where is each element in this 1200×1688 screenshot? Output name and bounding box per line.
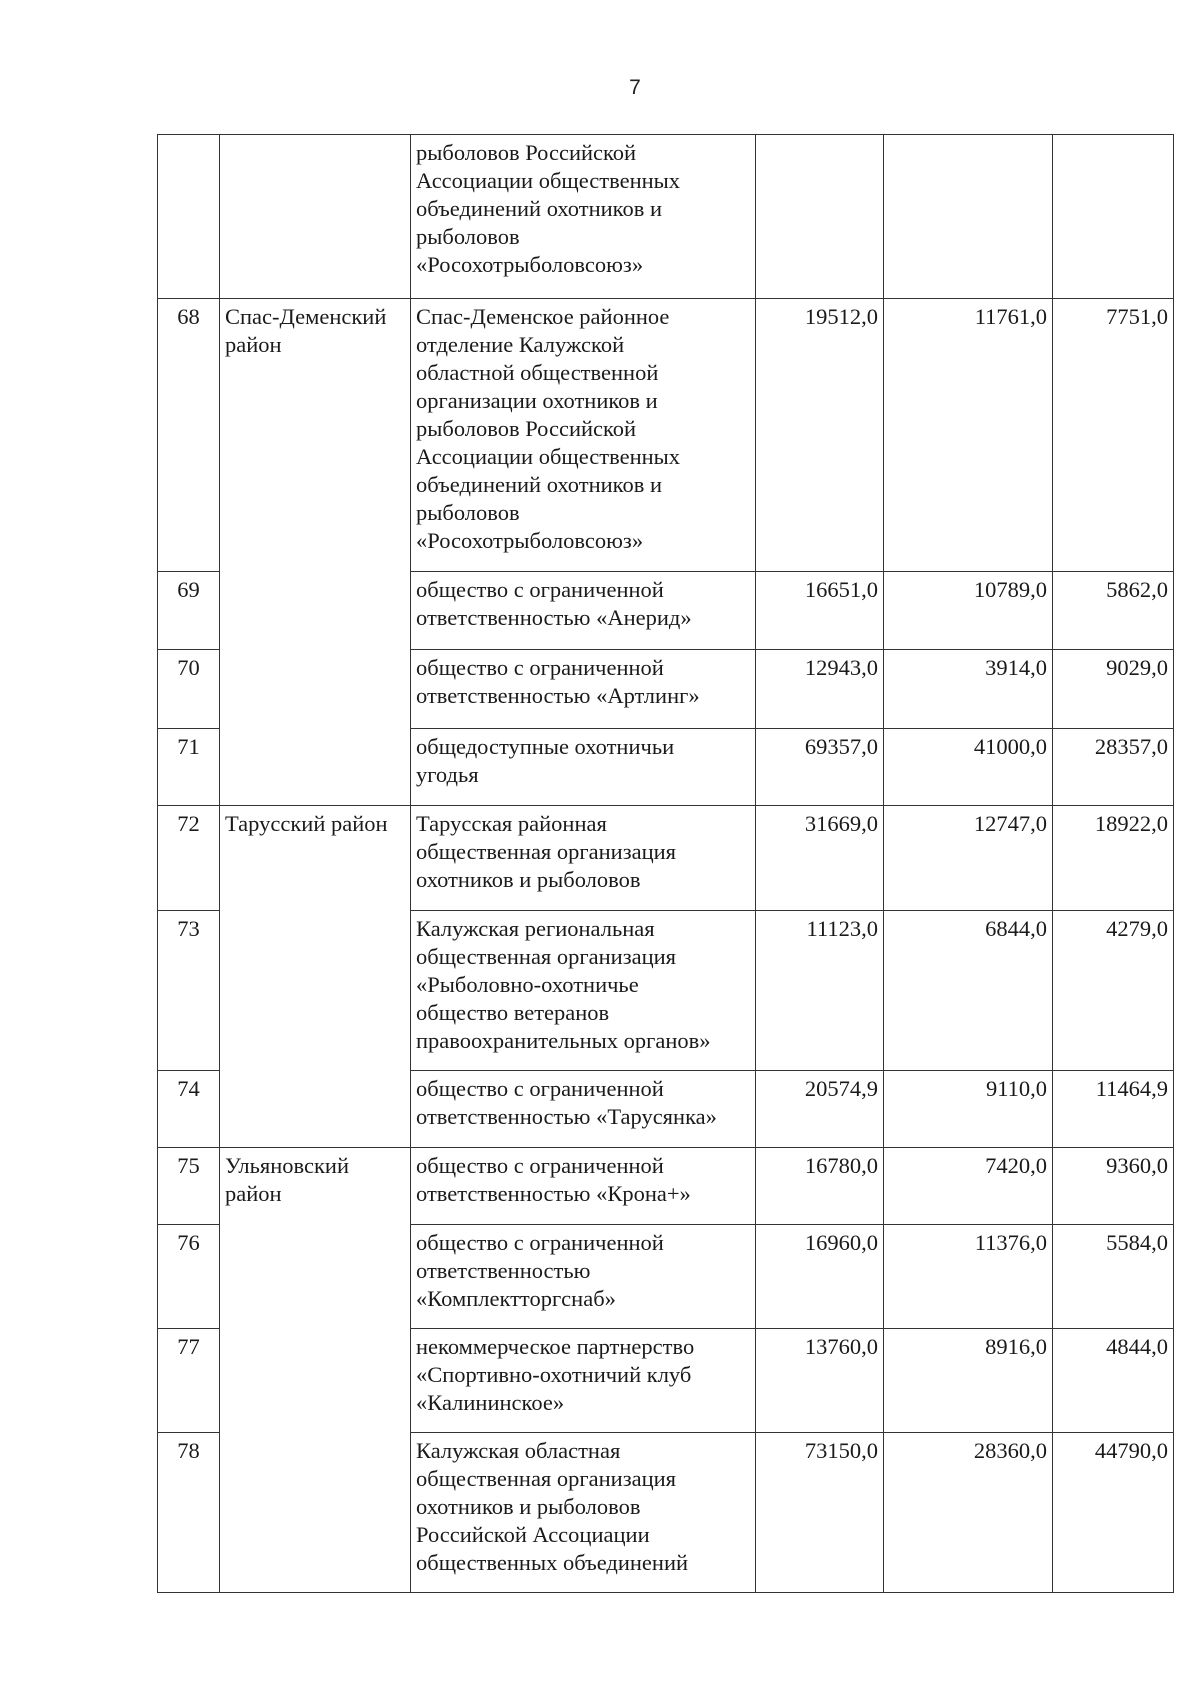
row-number-cell: 73 [158, 911, 220, 1071]
area-value-cell: 7751,0 [1053, 299, 1174, 572]
organization-line: угодья [416, 762, 479, 787]
organization-line: «Калининское» [416, 1390, 565, 1415]
organization-cell [411, 1433, 756, 1593]
total-area-cell: 73150,0 [756, 1433, 884, 1593]
area-value-cell: 8916,0 [884, 1329, 1053, 1433]
organization-cell [411, 572, 756, 650]
district-cell: Тарусский район [220, 806, 411, 1148]
table-row [158, 135, 1174, 299]
organization-line: общественная организация [416, 1466, 677, 1491]
organization-line: общественных объединений [416, 1550, 689, 1575]
organization-line: общедоступные охотничьи [416, 734, 675, 759]
organization-line: ответственностью «Крона+» [416, 1181, 691, 1206]
organization-line: общественная организация [416, 944, 677, 969]
total-area-cell: 20574,9 [756, 1071, 884, 1148]
area-value-cell: 28360,0 [884, 1433, 1053, 1593]
page-number: 7 [629, 76, 641, 99]
organization-cell [411, 911, 756, 1071]
total-area-cell: 11123,0 [756, 911, 884, 1071]
organization-cell [411, 1071, 756, 1148]
area-value-cell: 11761,0 [884, 299, 1053, 572]
organization-cell [411, 1148, 756, 1225]
total-area-cell: 16651,0 [756, 572, 884, 650]
row-number-cell: 76 [158, 1225, 220, 1329]
organization-cell [411, 729, 756, 806]
organization-line: Ассоциации общественных [416, 168, 681, 193]
organization-line: рыболовов Российской [416, 416, 637, 441]
row-number-cell: 75 [158, 1148, 220, 1225]
organization-line: областной общественной [416, 360, 659, 385]
total-area-cell: 19512,0 [756, 299, 884, 572]
row-number-cell: 70 [158, 650, 220, 729]
organization-line: ответственностью «Анерид» [416, 605, 692, 630]
organization-line: общество с ограниченной [416, 1230, 664, 1255]
organization-line: Калужская областная [416, 1438, 621, 1463]
organization-line: Спас-Деменское районное [416, 304, 670, 329]
area-value-cell: 5584,0 [1053, 1225, 1174, 1329]
organization-line: общество с ограниченной [416, 1153, 664, 1178]
area-value-cell [1053, 135, 1174, 299]
row-number-cell: 72 [158, 806, 220, 911]
area-value-cell: 11376,0 [884, 1225, 1053, 1329]
area-value-cell: 3914,0 [884, 650, 1053, 729]
organization-line: общество с ограниченной [416, 577, 664, 602]
organization-line: «Росохотрыболовсоюз» [416, 528, 644, 553]
table-row [158, 299, 1174, 572]
organization-line: общественная организация [416, 839, 677, 864]
area-value-cell: 12747,0 [884, 806, 1053, 911]
total-area-cell: 31669,0 [756, 806, 884, 911]
row-number-cell: 77 [158, 1329, 220, 1433]
table-row [158, 1148, 1174, 1225]
organization-line: отделение Калужской [416, 332, 625, 357]
organization-line: охотников и рыболовов [416, 1494, 641, 1519]
organization-cell [411, 1329, 756, 1433]
organization-line: рыболовов [416, 224, 520, 249]
district-cell [220, 135, 411, 299]
organization-line: ответственностью [416, 1258, 591, 1283]
land-allocation-table [157, 134, 1174, 1593]
table-body [158, 135, 1174, 1593]
organization-line: общество ветеранов [416, 1000, 610, 1025]
total-area-cell: 69357,0 [756, 729, 884, 806]
organization-line: рыболовов [416, 500, 520, 525]
organization-line: ответственностью «Артлинг» [416, 683, 700, 708]
area-value-cell: 18922,0 [1053, 806, 1174, 911]
organization-cell [411, 650, 756, 729]
organization-line: общество с ограниченной [416, 1076, 664, 1101]
row-number-cell: 71 [158, 729, 220, 806]
row-number-cell: 74 [158, 1071, 220, 1148]
total-area-cell: 12943,0 [756, 650, 884, 729]
area-value-cell: 9029,0 [1053, 650, 1174, 729]
organization-line: Российской Ассоциации [416, 1522, 650, 1547]
row-number-cell [158, 135, 220, 299]
area-value-cell: 11464,9 [1053, 1071, 1174, 1148]
area-value-cell: 44790,0 [1053, 1433, 1174, 1593]
total-area-cell [756, 135, 884, 299]
organization-line: объединений охотников и [416, 472, 663, 497]
organization-line: охотников и рыболовов [416, 867, 641, 892]
area-value-cell: 9360,0 [1053, 1148, 1174, 1225]
organization-line: общество с ограниченной [416, 655, 664, 680]
area-value-cell [884, 135, 1053, 299]
organization-cell [411, 299, 756, 572]
organization-cell [411, 135, 756, 299]
district-cell: Спас-Деменский район [220, 299, 411, 806]
organization-line: «Комплектторгснаб» [416, 1286, 616, 1311]
organization-line: правоохранительных органов» [416, 1028, 711, 1053]
organization-line: организации охотников и [416, 388, 658, 413]
organization-line: Калужская региональная [416, 916, 655, 941]
organization-line: «Росохотрыболовсоюз» [416, 252, 644, 277]
area-value-cell: 9110,0 [884, 1071, 1053, 1148]
total-area-cell: 16960,0 [756, 1225, 884, 1329]
total-area-cell: 13760,0 [756, 1329, 884, 1433]
row-number-cell: 69 [158, 572, 220, 650]
area-value-cell: 4279,0 [1053, 911, 1174, 1071]
area-value-cell: 5862,0 [1053, 572, 1174, 650]
area-value-cell: 6844,0 [884, 911, 1053, 1071]
organization-line: «Спортивно-охотничий клуб [416, 1362, 692, 1387]
organization-line: ответственностью «Тарусянка» [416, 1104, 717, 1129]
organization-line: рыболовов Российской [416, 140, 637, 165]
row-number-cell: 68 [158, 299, 220, 572]
area-value-cell: 4844,0 [1053, 1329, 1174, 1433]
organization-line: объединений охотников и [416, 196, 663, 221]
organization-line: Тарусская районная [416, 811, 607, 836]
area-value-cell: 7420,0 [884, 1148, 1053, 1225]
total-area-cell: 16780,0 [756, 1148, 884, 1225]
district-cell: Ульяновский район [220, 1148, 411, 1593]
area-value-cell: 41000,0 [884, 729, 1053, 806]
organization-line: Ассоциации общественных [416, 444, 681, 469]
area-value-cell: 10789,0 [884, 572, 1053, 650]
table-row [158, 806, 1174, 911]
organization-line: некоммерческое партнерство [416, 1334, 695, 1359]
row-number-cell: 78 [158, 1433, 220, 1593]
organization-cell [411, 1225, 756, 1329]
organization-line: «Рыболовно-охотничье [416, 972, 639, 997]
area-value-cell: 28357,0 [1053, 729, 1174, 806]
organization-cell [411, 806, 756, 911]
